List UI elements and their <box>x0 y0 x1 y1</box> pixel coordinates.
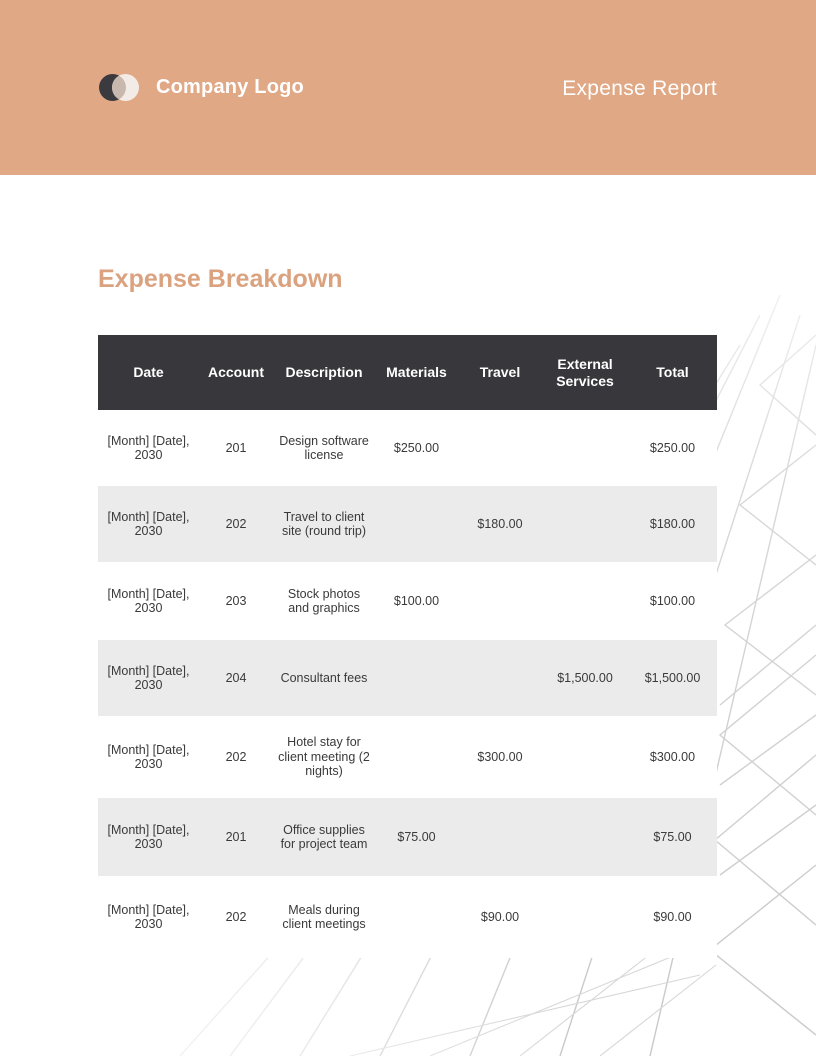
cell-travel: $90.00 <box>480 909 520 924</box>
cell-total: $250.00 <box>649 440 696 455</box>
cell-account: 204 <box>225 670 247 685</box>
cell-travel <box>458 410 542 486</box>
table-row <box>98 716 717 798</box>
cell-travel <box>458 798 542 876</box>
table-row <box>98 410 717 486</box>
cell-external-services <box>542 716 628 798</box>
cell-date: [Month] [Date], 2030 <box>107 509 190 538</box>
cell-total: $75.00 <box>653 829 692 844</box>
cell-external-services <box>542 798 628 876</box>
cell-date: [Month] [Date], 2030 <box>107 663 190 692</box>
cell-materials: $250.00 <box>393 440 440 455</box>
cell-total: $180.00 <box>649 516 696 531</box>
column-header-external-services: External Services <box>542 335 628 410</box>
cell-description: Office supplies for project team <box>280 822 368 851</box>
cell-materials <box>375 716 458 798</box>
cell-materials <box>375 640 458 716</box>
column-header-travel: Travel <box>458 335 542 410</box>
cell-account: 203 <box>225 593 247 608</box>
cell-travel <box>458 562 542 640</box>
cell-travel <box>458 640 542 716</box>
cell-materials: $75.00 <box>397 829 436 844</box>
cell-external-services <box>542 486 628 562</box>
cell-description: Hotel stay for client meeting (2 nights) <box>278 735 370 779</box>
cell-description: Consultant fees <box>280 670 368 685</box>
table-row <box>98 562 717 640</box>
cell-external-services: $1,500.00 <box>557 670 613 685</box>
column-header-description: Description <box>273 335 375 410</box>
company-logo-icon <box>98 73 140 102</box>
cell-description: Meals during client meetings <box>282 902 366 931</box>
table-row <box>98 486 717 562</box>
section-title: Expense Breakdown <box>98 265 343 293</box>
cell-total: $1,500.00 <box>644 670 701 685</box>
cell-materials <box>375 486 458 562</box>
column-header-date: Date <box>98 335 199 410</box>
table-header-row <box>98 335 717 410</box>
company-logo-text: Company Logo <box>156 76 304 98</box>
cell-materials <box>375 876 458 958</box>
cell-description: Stock photos and graphics <box>287 586 361 615</box>
cell-account: 202 <box>225 516 247 531</box>
cell-description: Design software license <box>279 433 369 462</box>
table-row <box>98 640 717 716</box>
column-header-materials: Materials <box>375 335 458 410</box>
table-row <box>98 876 717 958</box>
cell-date: [Month] [Date], 2030 <box>107 822 190 851</box>
cell-date: [Month] [Date], 2030 <box>107 433 190 462</box>
cell-materials: $100.00 <box>393 593 440 608</box>
cell-travel: $300.00 <box>477 749 523 764</box>
cell-total: $90.00 <box>653 909 692 924</box>
column-header-account: Account <box>199 335 273 410</box>
cell-account: 202 <box>225 749 247 764</box>
cell-account: 201 <box>225 829 247 844</box>
cell-external-services <box>542 562 628 640</box>
cell-external-services <box>542 876 628 958</box>
cell-total: $300.00 <box>649 749 696 764</box>
cell-date: [Month] [Date], 2030 <box>107 742 190 771</box>
cell-account: 202 <box>225 909 247 924</box>
column-header-total: Total <box>628 335 717 410</box>
cell-travel: $180.00 <box>477 516 523 531</box>
cell-description: Travel to client site (round trip) <box>281 509 367 538</box>
cell-account: 201 <box>225 440 247 455</box>
cell-date: [Month] [Date], 2030 <box>107 586 190 615</box>
report-title: Expense Report <box>562 77 717 100</box>
table-row <box>98 798 717 876</box>
cell-date: [Month] [Date], 2030 <box>107 902 190 931</box>
cell-total: $100.00 <box>649 593 696 608</box>
expense-table <box>98 335 717 958</box>
cell-external-services <box>542 410 628 486</box>
report-header <box>0 0 816 175</box>
